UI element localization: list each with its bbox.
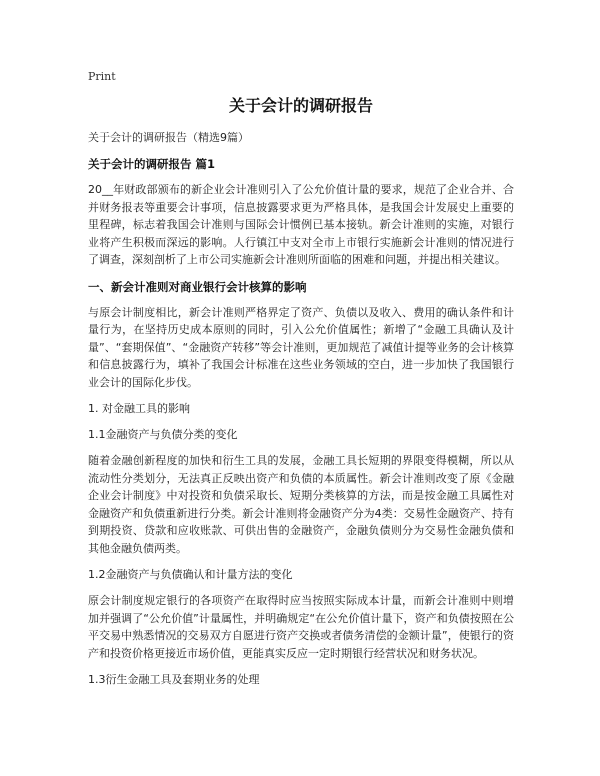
heading-derivatives-hedging: 1.3衍生金融工具及套期业务的处理 bbox=[88, 673, 260, 686]
heading-impact-on-bank-accounting: 一、新会计准则对商业银行会计核算的影响 bbox=[88, 279, 307, 294]
document-body bbox=[88, 129, 514, 697]
page-title: 关于会计的调研报告 bbox=[228, 96, 373, 115]
document-subtitle: 关于会计的调研报告（精选9篇） bbox=[88, 131, 249, 144]
print-link[interactable]: Print bbox=[88, 70, 116, 83]
heading-measurement-change: 1.2金融资产与负债确认和计量方法的变化 bbox=[88, 568, 293, 581]
section-heading-1: 关于会计的调研报告 篇1 bbox=[88, 157, 216, 171]
paragraph-intro: 20__年财政部颁布的新企业会计准则引入了公允价值计量的要求，规范了企业合并、合并财务报表等重要会计事项，信息披露要求更为严格具体，是我国会计发展史上重要的里程碑，标志着我国会计准则与国际会计惯例已基本接轨。新会计准则的实施，对银行业将产生积极而深远的影响。人行镇江中支对全市上市银行实施新会计准则的情况进行了调查，深刻剖析了上市公司实施新会计准则所面临的困难和问题，并提出相关建议。 bbox=[88, 183, 514, 266]
paragraph-comparison: 与原会计制度相比，新会计准则严格界定了资产、负债以及收入、费用的确认条件和计量行为，在坚持历史成本原则的同时，引入公允价值属性；新增了“金融工具确认及计量”、“套期保值”、“金融资产转移”等会计准则，更加规范了减值计提等业务的会计核算和信息披露行为，填补了我国会计标准在这些业务领域的空白，进一步加快了我国银行业会计的国际化步伐。 bbox=[88, 305, 514, 389]
heading-financial-instruments: 1. 对金融工具的影响 bbox=[88, 402, 190, 415]
paragraph-measurement: 原会计制度规定银行的各项资产在取得时应当按照实际成本计量，而新会计准则中则增加并强调了“公允价值”计量属性，并明确规定“在公允价值计量下，资产和负债按照在公平交易中熟悉情况的交易双方自愿进行资产交换或者债务清偿的金额计量”，使银行的资产和投资价格更接近市场价值，更能真实反应一定时期银行经营状况和财务状况。 bbox=[88, 594, 514, 660]
paragraph-classification: 随着金融创新程度的加快和衍生工具的发展，金融工具长短期的界限变得模糊，所以从流动性分类划分，无法真正反映出资产和负债的本质属性。新会计准则改变了原《金融企业会计制度》中对投资和负债采取长、短期分类核算的方法，而是按金融工具属性对金融资产和负债重新进行分类。新会计准则将金融资产分为4类：交易性金融资产、持有到期投资、贷款和应收账款、可供出售的金融资产，金融负债则分为交易性金融负债和其他金融负债两类。 bbox=[88, 454, 514, 555]
heading-classification-change: 1.1金融资产与负债分类的变化 bbox=[88, 428, 238, 441]
